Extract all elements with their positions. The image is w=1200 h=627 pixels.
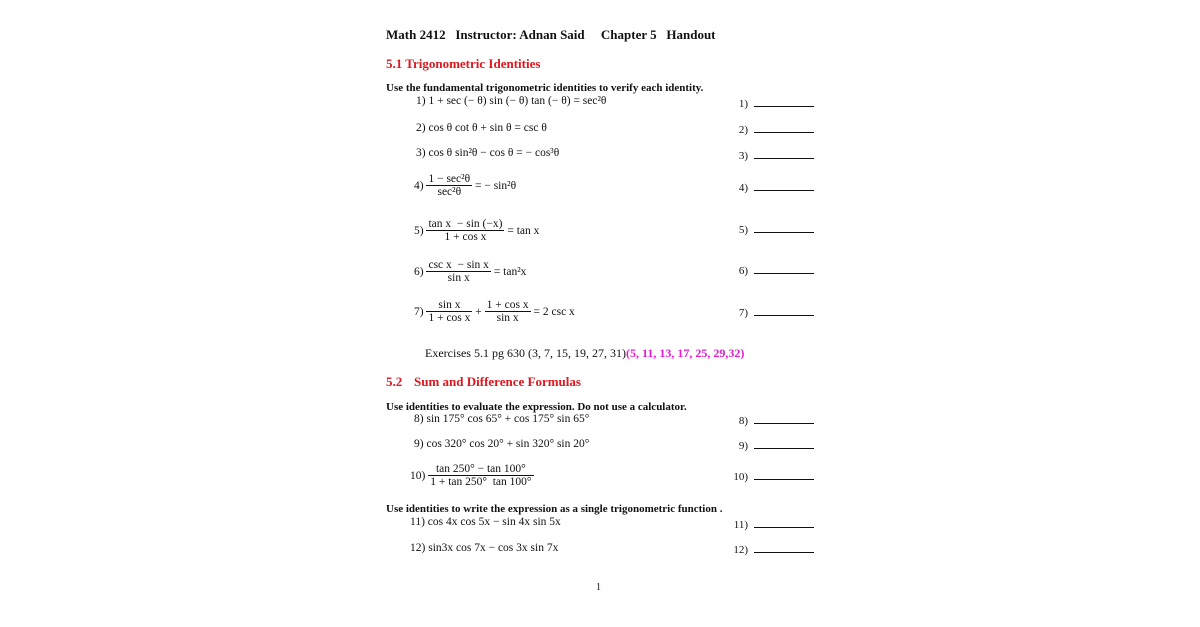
answer-line[interactable] (754, 123, 814, 133)
answer-line[interactable] (754, 149, 814, 159)
answer-line[interactable] (754, 470, 814, 480)
answer-label: 11) (733, 519, 748, 531)
problem-label: 1) (416, 95, 426, 107)
answer-label: 2) (738, 124, 748, 136)
answer-blank-10[interactable] (733, 470, 814, 483)
answer-label: 10) (733, 471, 748, 483)
answer-line[interactable] (754, 181, 814, 191)
fraction (426, 259, 490, 284)
problem-9 (414, 438, 589, 450)
problem-expression: = − sin²θ (474, 179, 517, 192)
problem-label: 11) (410, 516, 425, 528)
exercises-line (425, 346, 744, 361)
problem-label: 6) (414, 265, 424, 278)
denominator: 1 + cos x (428, 312, 471, 324)
denominator: 1 + tan 250° tan 100° (430, 476, 532, 488)
problem-4 (414, 173, 516, 198)
section-5-1-instruction: Use the fundamental trigonometric identities to verify each identity. (386, 82, 704, 94)
problem-label: 7) (414, 305, 424, 318)
problem-label: 12) (410, 542, 426, 554)
answer-line[interactable] (754, 439, 814, 449)
answer-blank-9[interactable] (739, 439, 814, 452)
problem-expression: 1 + sec (− θ) sin (− θ) tan (− θ) = sec²θ (428, 95, 607, 107)
exercises-text: Exercises 5.1 pg 630 (3, 7, 15, 19, 27, 31) (425, 346, 626, 360)
exercises-highlight: (5, 11, 13, 17, 25, 29,32) (625, 346, 745, 360)
answer-blank-8[interactable] (739, 414, 814, 427)
problem-label: 3) (416, 147, 426, 159)
answer-line[interactable] (754, 518, 814, 528)
problem-label: 2) (416, 122, 426, 134)
problem-5 (414, 218, 539, 243)
section-5-2-title: Sum and Difference Formulas (414, 374, 581, 389)
answer-line[interactable] (754, 543, 814, 553)
answer-line[interactable] (754, 306, 814, 316)
numerator: csc x − sin x (428, 259, 489, 271)
page-number: 1 (596, 582, 601, 593)
problem-8 (414, 413, 589, 425)
problem-expression: cos θ cot θ + sin θ = csc θ (428, 122, 547, 134)
problem-6 (414, 259, 526, 284)
section-5-2-number: 5.2 (386, 374, 403, 389)
section-5-2-instruction-1: Use identities to evaluate the expression. Do not use a calculator. (386, 401, 687, 413)
document-header: Math 2412 Instructor: Adnan Said Chapter 5 Handout (386, 27, 716, 42)
plus-sign: + (475, 305, 482, 318)
problem-label: 8) (414, 413, 424, 425)
fraction (426, 173, 472, 198)
answer-blank-3[interactable] (739, 149, 814, 162)
answer-label: 4) (738, 182, 748, 194)
answer-blank-4[interactable] (739, 181, 814, 194)
numerator: tan 250° − tan 100° (428, 463, 533, 476)
answer-blank-2[interactable] (739, 123, 814, 136)
problem-expression: cos θ sin²θ − cos θ = − cos³θ (428, 147, 560, 159)
problem-3 (416, 147, 559, 159)
answer-label: 9) (738, 440, 748, 452)
numerator: tan x − sin (−x) (428, 218, 503, 230)
problem-1 (416, 95, 606, 107)
answer-label: 5) (738, 224, 748, 236)
problem-expression: sin 175° cos 65° + cos 175° sin 65° (426, 413, 590, 425)
fraction-1 (426, 299, 472, 324)
answer-label: 7) (738, 307, 748, 319)
answer-label: 1) (738, 98, 748, 110)
answer-label: 3) (738, 150, 748, 162)
problem-7 (414, 299, 575, 324)
answer-blank-1[interactable] (739, 97, 814, 110)
numerator: sin x (426, 299, 472, 312)
problem-label: 5) (414, 224, 424, 237)
problem-expression: cos 4x cos 5x − sin 4x sin 5x (427, 516, 561, 528)
problem-label: 4) (414, 179, 424, 192)
problem-11 (410, 516, 561, 528)
answer-blank-6[interactable] (739, 264, 814, 277)
fraction-2 (485, 299, 531, 324)
answer-label: 12) (733, 544, 748, 556)
answer-blank-12[interactable] (733, 543, 814, 556)
problem-expression: cos 320° cos 20° + sin 320° sin 20° (426, 438, 590, 450)
problem-12 (410, 542, 558, 554)
fraction (428, 463, 533, 488)
problem-10 (410, 463, 534, 488)
answer-blank-5[interactable] (739, 223, 814, 236)
answer-label: 6) (738, 265, 748, 277)
section-5-2-instruction-2: Use identities to write the expression as a single trigonometric function . (386, 503, 723, 515)
problem-expression: sin3x cos 7x − cos 3x sin 7x (428, 542, 559, 554)
answer-blank-7[interactable] (739, 306, 814, 319)
denominator: sin x (447, 272, 470, 284)
denominator: sin x (496, 312, 519, 324)
numerator: 1 − sec²θ (428, 173, 471, 185)
answer-line[interactable] (754, 264, 814, 274)
denominator: sec²θ (437, 186, 462, 198)
answer-line[interactable] (754, 223, 814, 233)
answer-blank-11[interactable] (734, 518, 814, 531)
answer-line[interactable] (754, 414, 814, 424)
fraction (426, 218, 504, 243)
problem-expression: = tan²x (493, 265, 527, 278)
answer-line[interactable] (754, 97, 814, 107)
problem-2 (416, 122, 547, 134)
denominator: 1 + cos x (444, 231, 487, 243)
problem-label: 9) (414, 438, 424, 450)
numerator: 1 + cos x (486, 299, 529, 311)
problem-label: 10) (410, 469, 426, 482)
problem-expression: = tan x (507, 224, 540, 237)
answer-label: 8) (738, 415, 748, 427)
section-5-1-title: 5.1 Trigonometric Identities (386, 56, 541, 71)
problem-expression: = 2 csc x (533, 305, 575, 318)
